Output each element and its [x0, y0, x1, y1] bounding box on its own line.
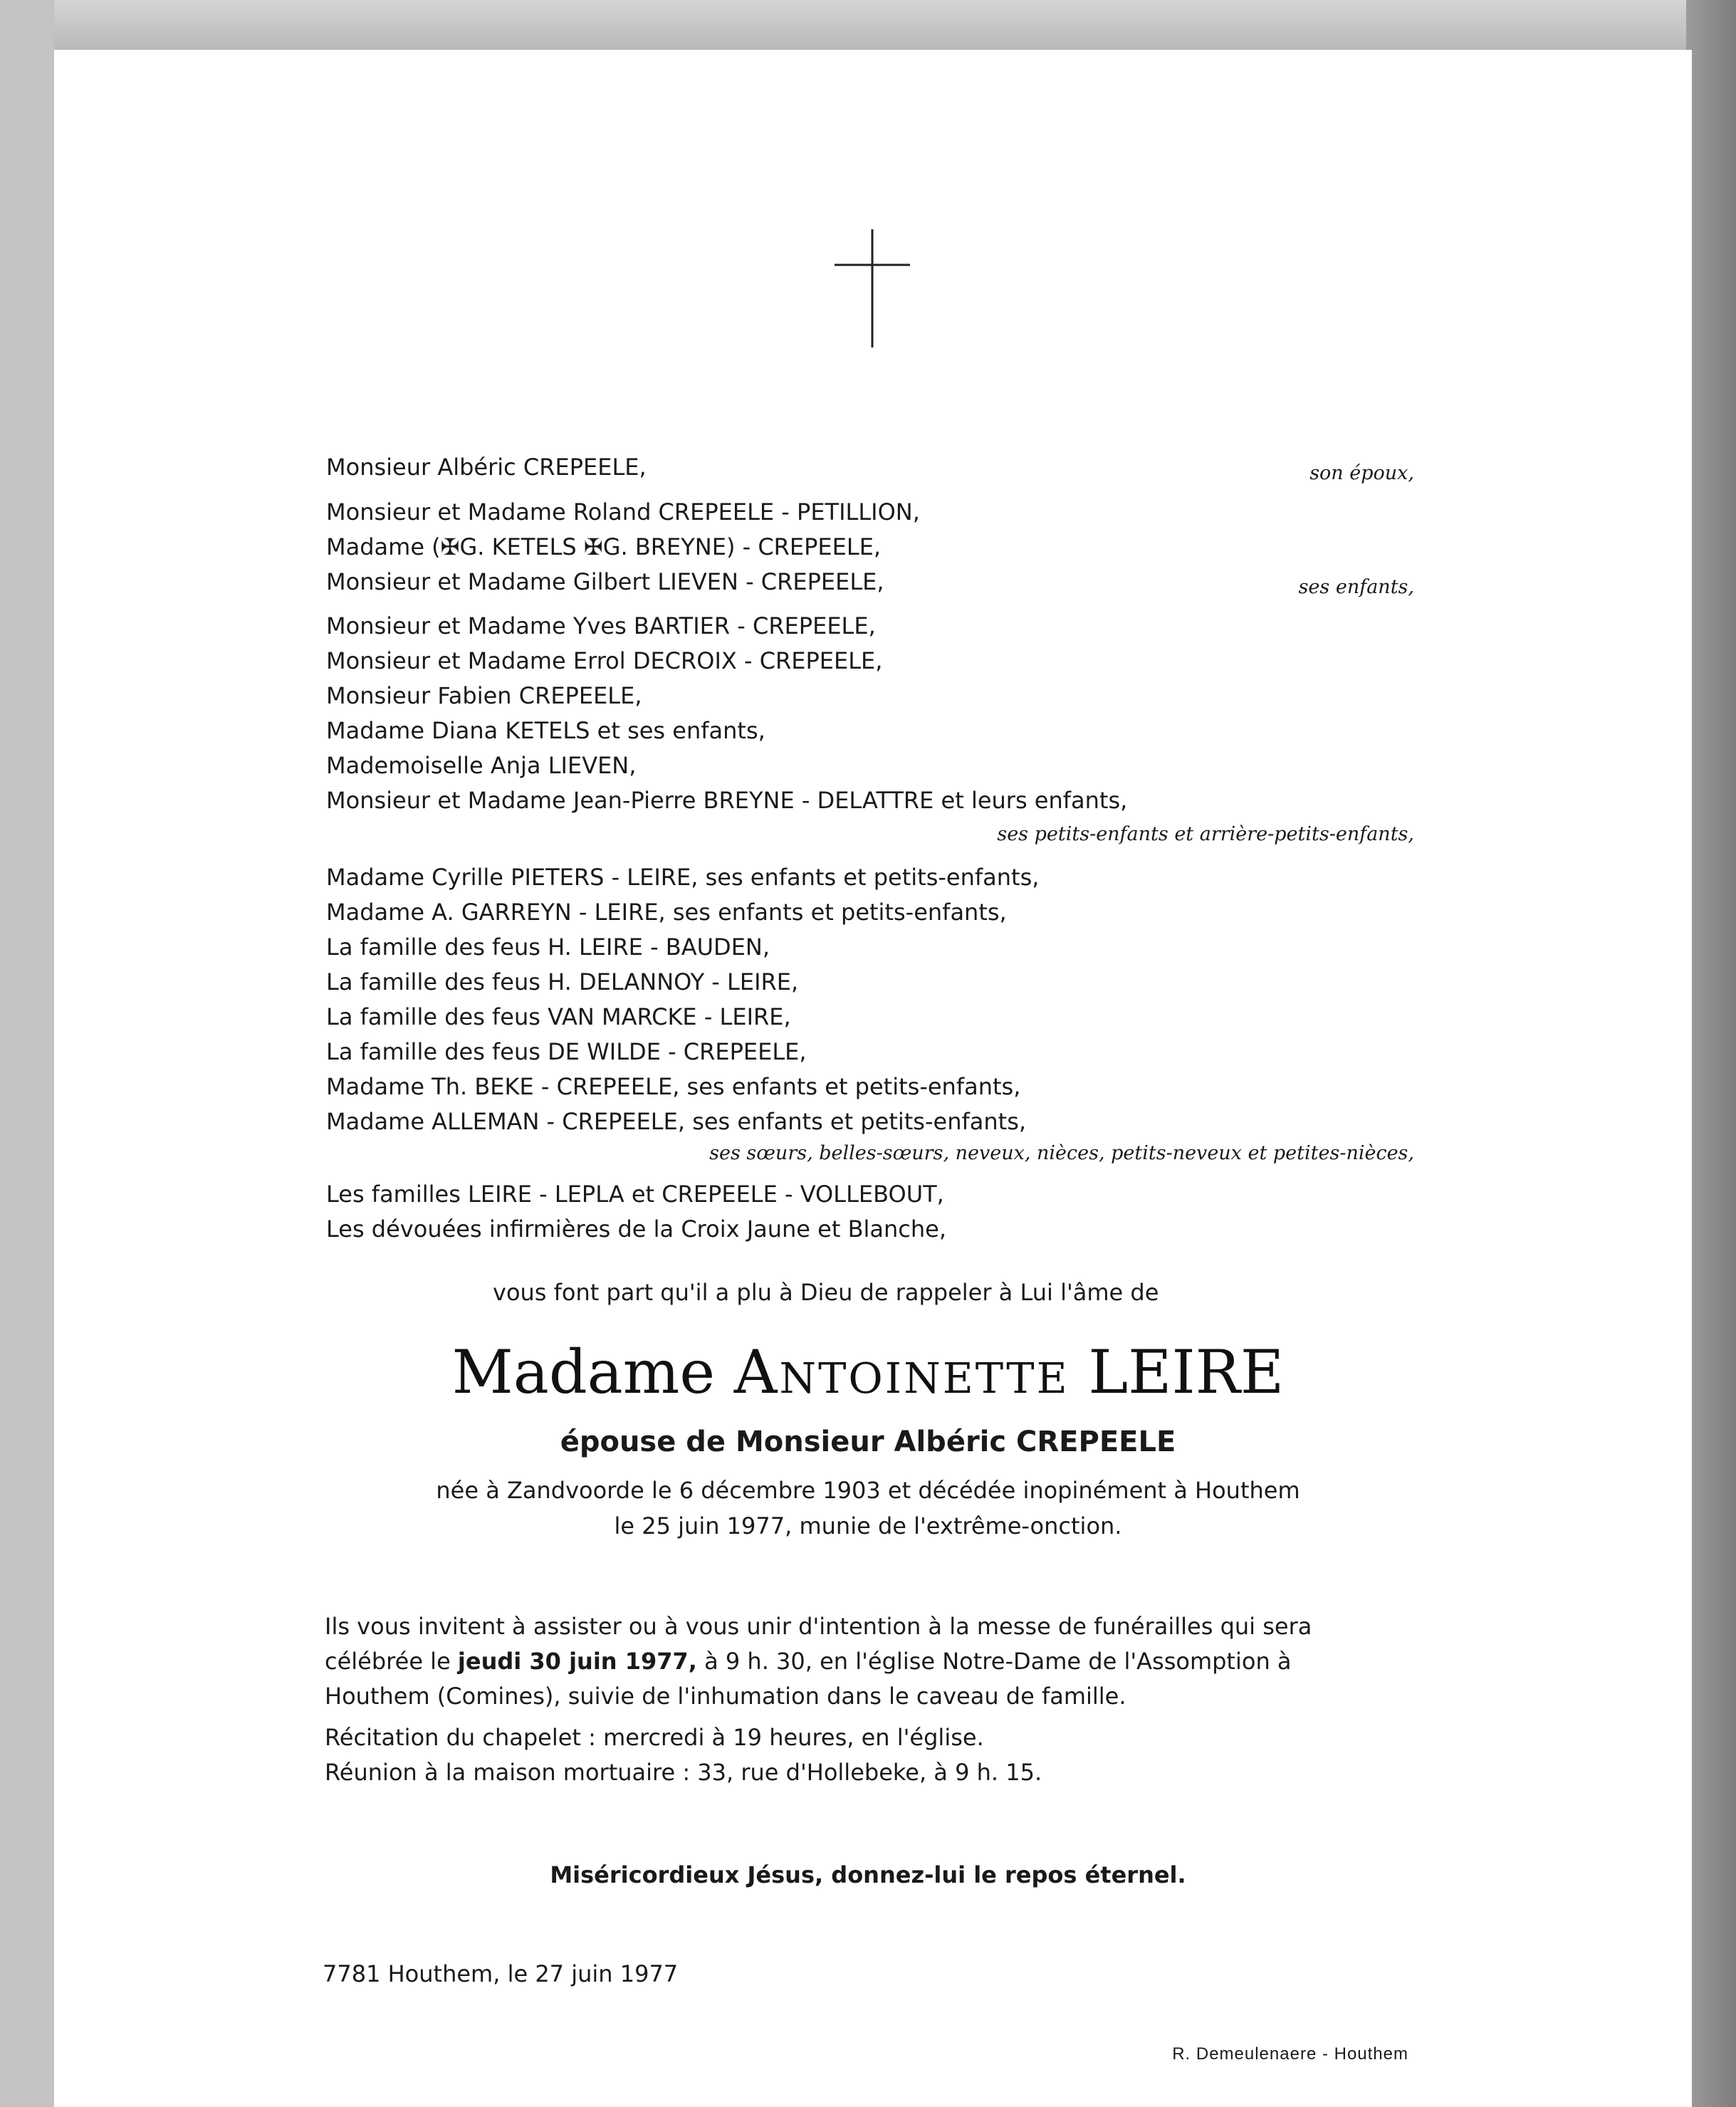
role-label-grandchildren: ses petits-enfants et arrière-petits-enfants, [997, 823, 1414, 845]
announcement-text: vous font part qu'il a plu à Dieu de rappeler à Lui l'âme de [493, 1279, 1159, 1306]
prayer-line: Miséricordieux Jésus, donnez-lui le repos éternel. [550, 1861, 1186, 1888]
scan-background-left [0, 0, 54, 2107]
deceased-title: Madame [451, 1337, 716, 1407]
mourner-line: Les familles LEIRE - LEPLA et CREPEELE - VOLLEBOUT, [326, 1181, 944, 1208]
gathering-line: Réunion à la maison mortuaire : 33, rue d'Hollebeke, à 9 h. 15. [325, 1759, 1042, 1786]
invitation-line: Houthem (Comines), suivie de l'inhumation dans le caveau de famille. [325, 1683, 1126, 1710]
role-label-children: ses enfants, [1298, 576, 1414, 598]
rosary-line: Récitation du chapelet : mercredi à 19 heures, en l'église. [325, 1724, 984, 1751]
mourner-line: Monsieur Albéric CREPEELE, [326, 454, 647, 481]
mourner-line: Monsieur et Madame Errol DECROIX - CREPEELE, [326, 647, 883, 674]
mourner-line: Madame Th. BEKE - CREPEELE, ses enfants et petits-enfants, [326, 1073, 1021, 1100]
mourner-line: Madame A. GARREYN - LEIRE, ses enfants et petits-enfants, [326, 899, 1007, 926]
deceased-last-name: LEIRE [1088, 1337, 1285, 1407]
mourner-line: Monsieur et Madame Gilbert LIEVEN - CREPEELE, [326, 568, 884, 595]
invitation-line [325, 1646, 1292, 1677]
invitation-text: célébrée le [325, 1648, 451, 1675]
mourner-line: Mademoiselle Anja LIEVEN, [326, 752, 637, 779]
mourner-line: Madame Cyrille PIETERS - LEIRE, ses enfants et petits-enfants, [326, 864, 1040, 891]
mourner-line: La famille des feus VAN MARCKE - LEIRE, [326, 1003, 791, 1030]
birth-death-line: née à Zandvoorde le 6 décembre 1903 et décédée inopinément à Houthem [436, 1477, 1300, 1504]
funeral-date: jeudi 30 juin 1977, [457, 1648, 697, 1675]
mourner-line: Monsieur et Madame Jean-Pierre BREYNE - DELATTRE et leurs enfants, [326, 787, 1128, 814]
spouse-line: épouse de Monsieur Albéric CREPEELE [560, 1426, 1176, 1458]
mourner-line: La famille des feus H. DELANNOY - LEIRE, [326, 968, 799, 995]
mourner-line: La famille des feus DE WILDE - CREPEELE, [326, 1038, 807, 1065]
role-label-spouse: son époux, [1309, 462, 1414, 484]
mourner-line: Madame (✠G. KETELS ✠G. BREYNE) - CREPEELE, [326, 533, 882, 560]
scan-background-top [0, 0, 1736, 50]
invitation-line: Ils vous invitent à assister ou à vous unir d'intention à la messe de funérailles qui sera [325, 1613, 1312, 1640]
deceased-name [0, 1333, 1736, 1411]
place-date: 7781 Houthem, le 27 juin 1977 [323, 1960, 679, 1987]
birth-death-line: le 25 juin 1977, munie de l'extrême-onction. [614, 1512, 1122, 1539]
scan-background-right [1686, 0, 1736, 2107]
invitation-text: à 9 h. 30, en l'église Notre-Dame de l'Assomption à [704, 1648, 1292, 1675]
cross-icon [835, 229, 910, 347]
mourner-line: Les dévouées infirmières de la Croix Jaune et Blanche, [326, 1215, 947, 1243]
mourner-line: Madame ALLEMAN - CREPEELE, ses enfants et petits-enfants, [326, 1108, 1027, 1135]
mourner-line: Monsieur et Madame Yves BARTIER - CREPEELE, [326, 612, 876, 639]
deceased-first-name: Antoinette [733, 1337, 1070, 1407]
mourner-line: La famille des feus H. LEIRE - BAUDEN, [326, 934, 770, 961]
mourner-line: Monsieur et Madame Roland CREPEELE - PETILLION, [326, 498, 920, 526]
mourner-line: Madame Diana KETELS et ses enfants, [326, 717, 765, 744]
printer-credit: R. Demeulenaere - Houthem [1172, 2044, 1408, 2064]
mourner-line: Monsieur Fabien CREPEELE, [326, 682, 642, 709]
role-label-siblings: ses sœurs, belles-sœurs, neveux, nièces, petits-neveux et petites-nièces, [709, 1142, 1414, 1164]
